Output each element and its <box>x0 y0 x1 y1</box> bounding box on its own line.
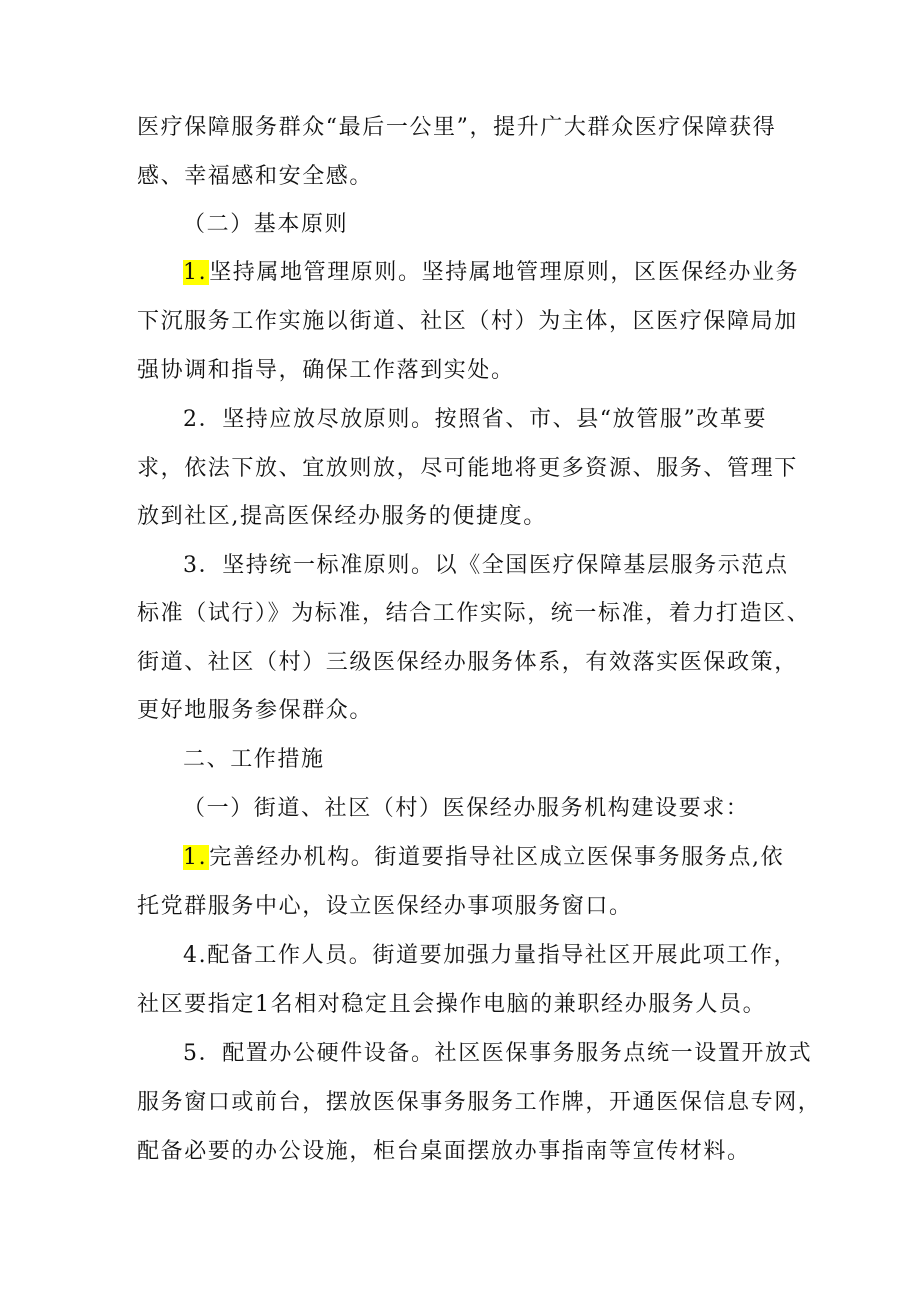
highlighted-number: 1. <box>183 260 208 285</box>
text-line: 下沉服务工作实施以街道、社区（村）为主体，区医疗保障局加 <box>137 309 798 334</box>
text-line: 强协调和指导，确保工作落到实处。 <box>137 358 515 383</box>
text-line: 4.配备工作人员。街道要加强力量指导社区开展此项工作， <box>183 943 798 968</box>
text-line <box>183 257 799 289</box>
text-line: 更好地服务参保群众。 <box>137 698 374 723</box>
text-line: 托党群服务中心，设立医保经办事项服务窗口。 <box>137 894 633 919</box>
text-line: 3．坚持统一标准原则。以《全国医疗保障基层服务示范点 <box>183 553 789 578</box>
text-span: 坚持属地管理原则。坚持属地管理原则，区医保经办业务 <box>209 260 800 285</box>
text-line: 标准（试行）》为标准，结合工作实际，统一标准，着力打造区、 <box>137 601 811 626</box>
text-line: 社区要指定1名相对稳定且会操作电脑的兼职经办服务人员。 <box>137 992 767 1017</box>
text-line: 求，依法下放、宜放则放，尽可能地将更多资源、服务、管理下 <box>137 456 798 481</box>
text-line: 医疗保障服务群众“最后一公里”，提升广大群众医疗保障获得 <box>137 115 777 140</box>
section-heading: （一）街道、社区（村）医保经办服务机构建设要求： <box>183 796 750 821</box>
text-line <box>183 842 784 874</box>
text-line: 街道、社区（村）三级医保经办服务体系，有效落实医保政策， <box>137 650 798 675</box>
section-heading: （二）基本原则 <box>183 212 349 237</box>
text-line: 配备必要的办公设施，柜台桌面摆放办事指南等宣传材料。 <box>137 1139 751 1164</box>
text-line: 感、幸福感和安全感。 <box>137 164 374 189</box>
text-span: 完善经办机构。街道要指导社区成立医保事务服务点,依 <box>209 845 785 870</box>
text-line: 服务窗口或前台，摆放医保事务服务工作牌，开通医保信息专网， <box>137 1090 822 1115</box>
section-heading: 二、工作措施 <box>183 747 325 772</box>
text-line: 5．配置办公硬件设备。社区医保事务服务点统一设置开放式 <box>183 1041 813 1066</box>
text-line: 2．坚持应放尽放原则。按照省、市、县“放管服”改革要 <box>183 407 768 432</box>
highlighted-number: 1. <box>183 845 208 870</box>
text-line: 放到社区,提高医保经办服务的便捷度。 <box>137 504 547 529</box>
